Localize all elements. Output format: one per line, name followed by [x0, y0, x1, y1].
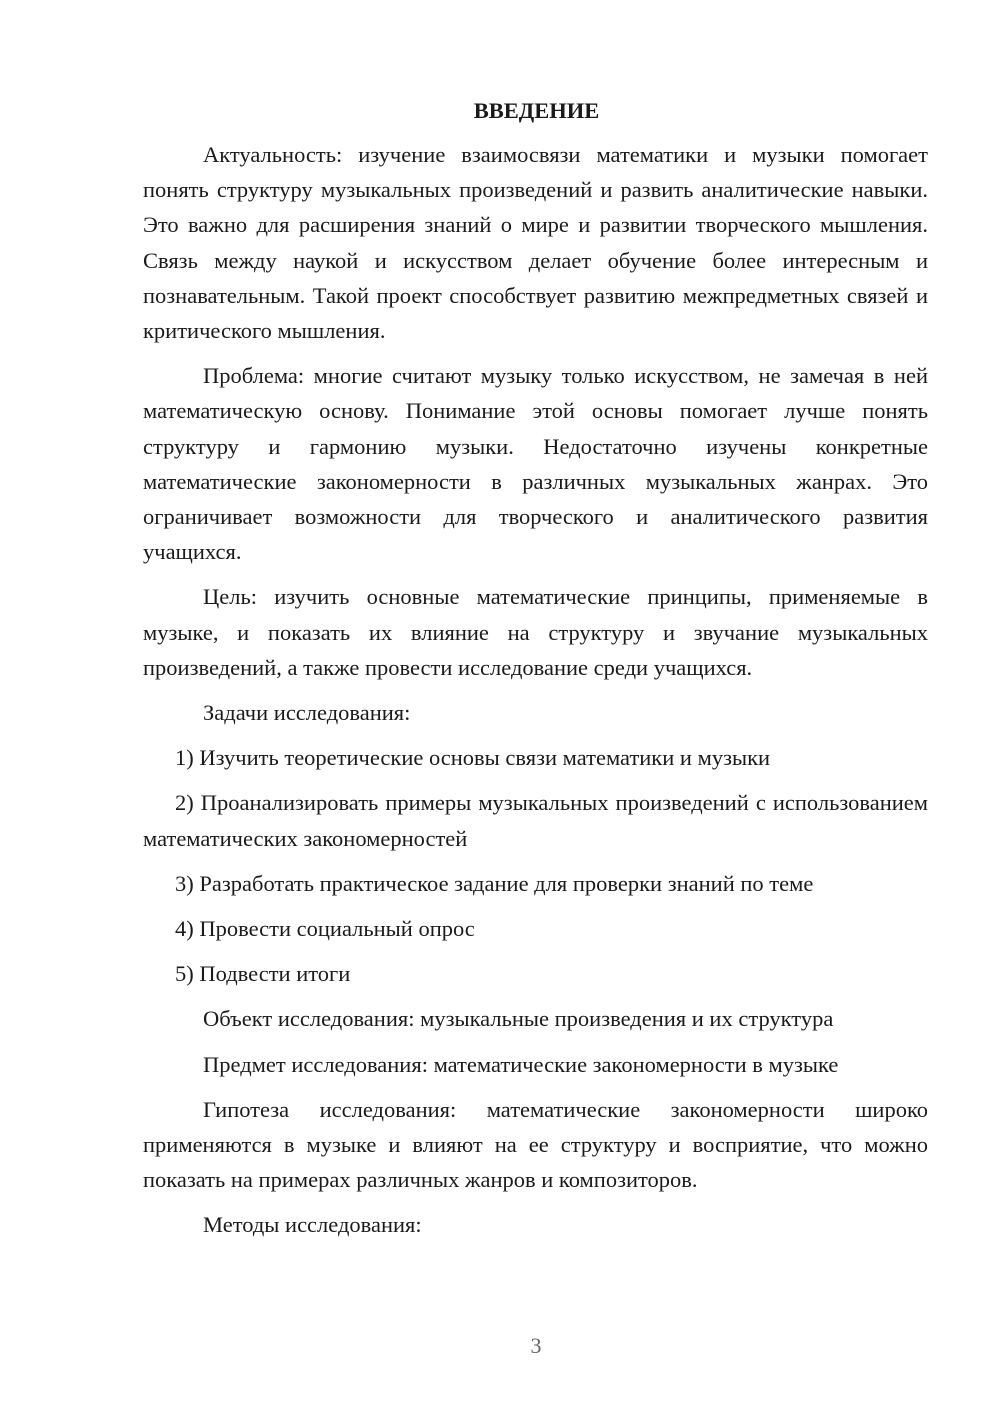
task-item: 5) Подвести итоги	[175, 961, 351, 987]
research-subject: Предмет исследования: математические закономерности в музыке	[203, 1051, 839, 1077]
goal-paragraph: Цель: изучить основные математические принципы, применяемые в музыке, и показать их влияние на структуру и звучание музыкальных произведений, а также провести исследование среди учащихся.	[143, 584, 928, 680]
section-title: ВВЕДЕНИЕ	[473, 98, 600, 123]
problem-paragraph: Проблема: многие считают музыку только искусством, не замечая в ней математическую основу. Понимание этой основы помогает лучше понять структуру и гармонию музыки. Недостаточно изучены конкретные математические закономерности в различных музыкальных жанрах. Это ограничивает возможности для творческого и аналитического развития учащихся.	[143, 363, 928, 565]
research-object: Объект исследования: музыкальные произведения и их структура	[203, 1006, 834, 1032]
task-item: 1) Изучить теоретические основы связи математики и музыки	[175, 745, 771, 771]
task-item: 3) Разработать практическое задание для проверки знаний по теме	[175, 870, 814, 896]
relevance-paragraph: Актуальность: изучение взаимосвязи математики и музыки помогает понять структуру музыкальных произведений и развить аналитические навыки. Это важно для расширения знаний о мире и развитии творческого мышления. Связь между наукой и искусством делает обучение более интересным и познавательным. Такой проект способствует развитию межпредметных связей и критического мышления.	[143, 142, 928, 344]
tasks-heading: Задачи исследования:	[203, 700, 411, 726]
page-body	[143, 93, 928, 1253]
page-number: 3	[530, 1333, 542, 1358]
task-item: 2) Проанализировать примеры музыкальных произведений с использованием математических закономерностей	[143, 790, 928, 851]
task-item: 4) Провести социальный опрос	[175, 916, 475, 942]
hypothesis-paragraph: Гипотеза исследования: математические закономерности широко применяются в музыке и влияют на ее структуру и восприятие, что можно показать на примерах различных жанров и композиторов.	[143, 1096, 928, 1193]
methods-heading: Методы исследования:	[203, 1212, 422, 1238]
